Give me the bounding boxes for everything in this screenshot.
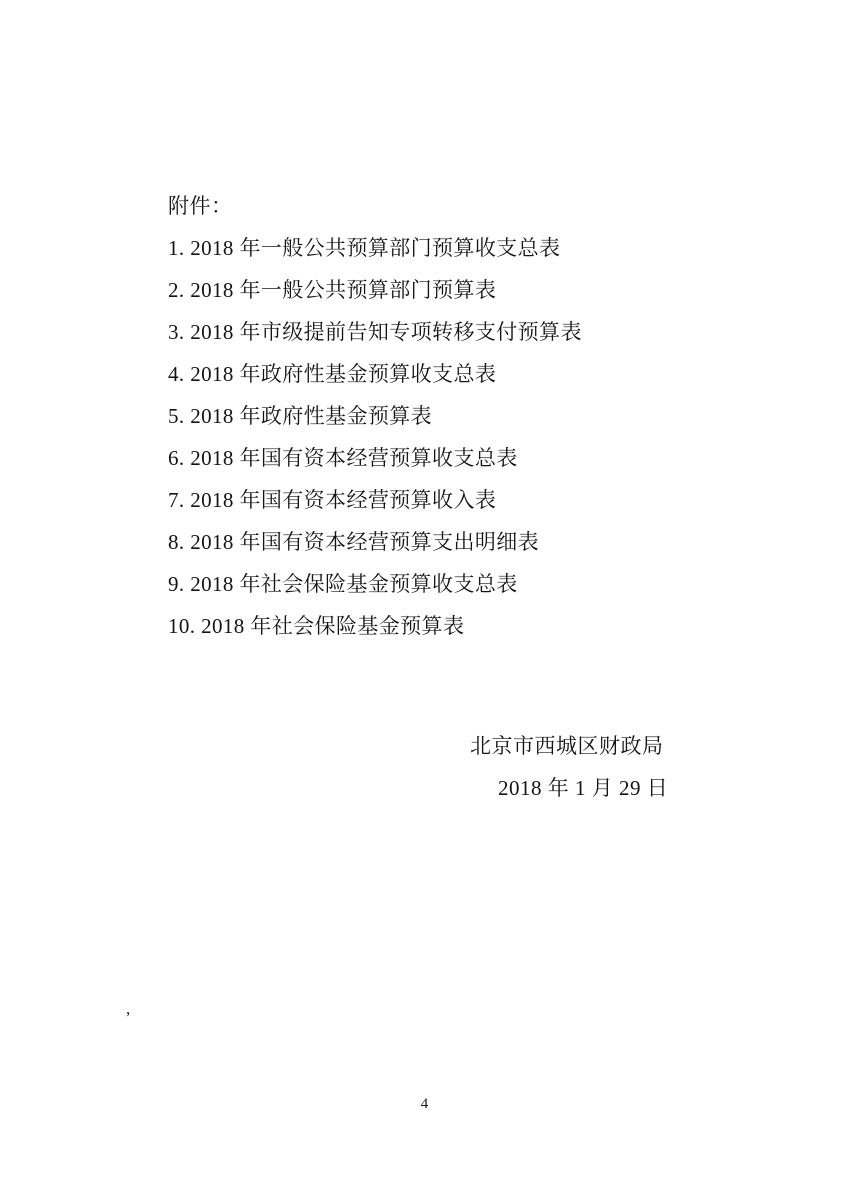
- list-item: 3. 2018 年市级提前告知专项转移支付预算表: [168, 320, 582, 344]
- list-item: 2. 2018 年一般公共预算部门预算表: [168, 278, 497, 302]
- list-item: 10. 2018 年社会保险基金预算表: [168, 614, 465, 638]
- attachments-heading: 附件：: [168, 194, 233, 218]
- list-item: 7. 2018 年国有资本经营预算收入表: [168, 488, 497, 512]
- issue-date: 2018 年 1 月 29 日: [498, 776, 669, 800]
- list-item: 9. 2018 年社会保险基金预算收支总表: [168, 572, 518, 596]
- signature-block: [470, 725, 770, 809]
- attachment-section: [168, 185, 728, 647]
- issuing-organization: 北京市西城区财政局: [470, 734, 664, 758]
- list-item: 4. 2018 年政府性基金预算收支总表: [168, 362, 497, 386]
- page-number: 4: [420, 1096, 429, 1112]
- list-item: 1. 2018 年一般公共预算部门预算收支总表: [168, 236, 561, 260]
- list-item: 5. 2018 年政府性基金预算表: [168, 404, 433, 428]
- attachment-list: [168, 227, 728, 647]
- list-item: 6. 2018 年国有资本经营预算收支总表: [168, 446, 518, 470]
- stray-comma-mark: ,: [126, 999, 131, 1018]
- list-item: 8. 2018 年国有资本经营预算支出明细表: [168, 530, 540, 554]
